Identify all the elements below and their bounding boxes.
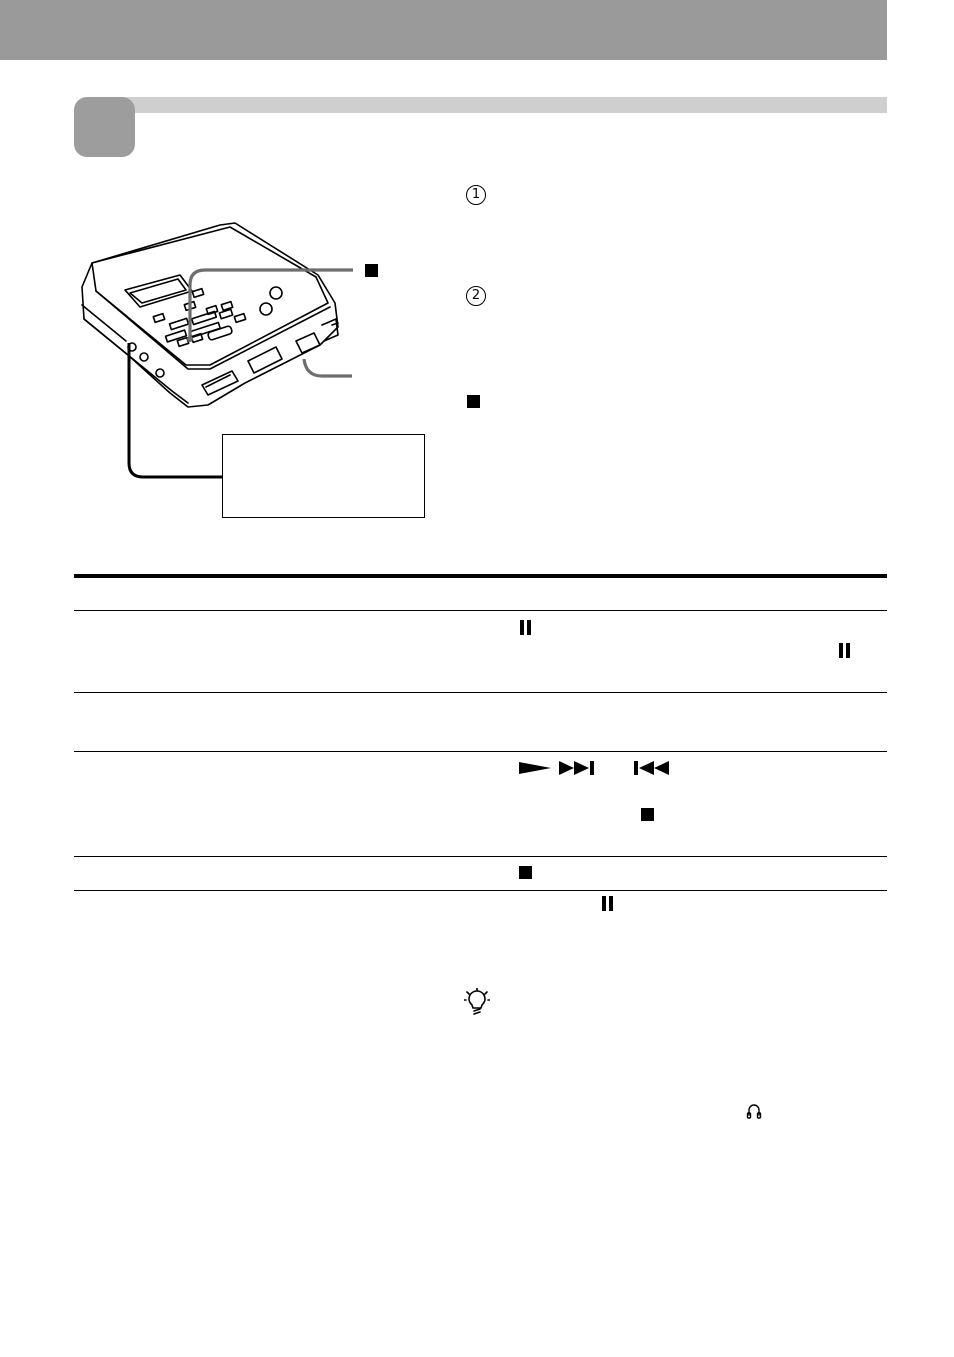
table-row-divider	[74, 856, 887, 857]
next-track-icon	[559, 760, 597, 776]
step-one-marker: 1	[466, 185, 486, 205]
headphones-icon	[746, 1102, 762, 1120]
pause-icon	[519, 620, 532, 635]
section-bar	[100, 97, 887, 113]
table-row-divider	[74, 692, 887, 693]
stop-icon	[365, 264, 378, 277]
table-row-divider	[74, 751, 887, 752]
table-row-divider	[74, 610, 887, 611]
pause-icon	[838, 643, 851, 658]
lightbulb-icon	[464, 988, 490, 1018]
stop-icon	[641, 808, 654, 821]
table-row-divider	[74, 890, 887, 891]
stop-icon	[467, 395, 480, 408]
external-component-box	[222, 434, 425, 518]
step-two-marker: 2	[466, 286, 486, 306]
header-band	[0, 0, 887, 60]
table-top-rule	[74, 574, 887, 578]
play-icon	[519, 760, 553, 776]
previous-track-icon	[634, 760, 672, 776]
pause-icon	[601, 896, 614, 911]
stop-icon	[519, 866, 532, 879]
section-tab	[74, 97, 135, 157]
